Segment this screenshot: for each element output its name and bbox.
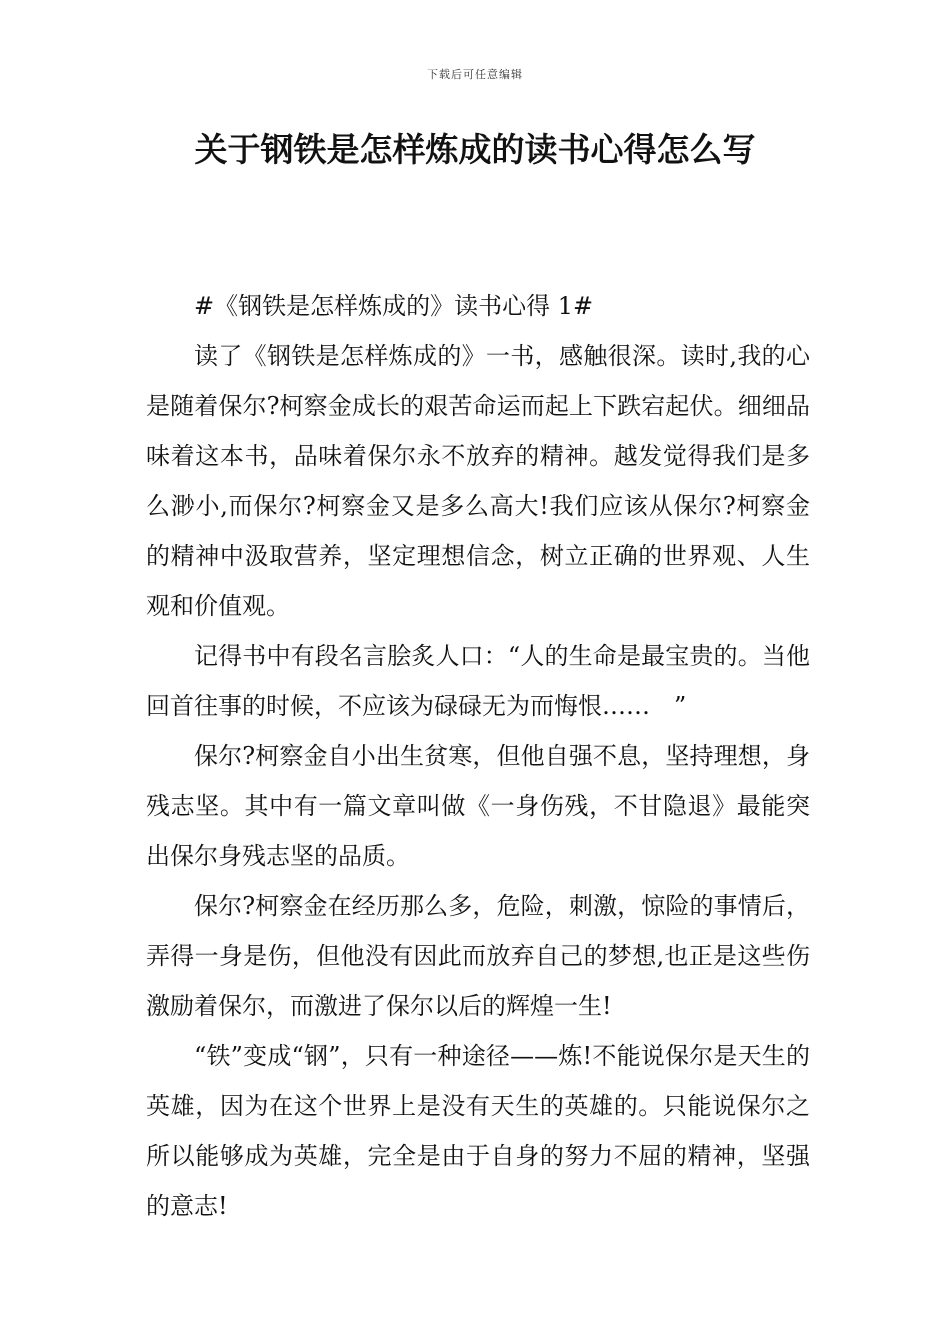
paragraph: “铁”变成“钢”，只有一种途径——炼!不能说保尔是天生的英雄，因为在这个世界上是没有天生的英雄的。只能说保尔之所以能够成为英雄，完全是由于自身的努力不屈的精神，坚强的意志! [146,1042,810,1220]
paragraph: 记得书中有段名言脍炙人口：“人的生命是最宝贵的。当他回首往事的时候，不应该为碌碌无为而悔恨…… ” [146,642,810,720]
document-body [146,281,810,1231]
document-title: 关于钢铁是怎样炼成的读书心得怎么写 [194,130,756,169]
header-note: 下载后可任意编辑 [427,68,523,81]
paragraph: 保尔?柯察金在经历那么多，危险，刺激，惊险的事情后，弄得一身是伤，但他没有因此而放弃自己的梦想,也正是这些伤激励着保尔，而激进了保尔以后的辉煌一生! [146,892,810,1020]
paragraph: 保尔?柯察金自小出生贫寒，但他自强不息，坚持理想，身残志坚。其中有一篇文章叫做《一身伤残，不甘隐退》最能突出保尔身残志坚的品质。 [146,742,810,870]
paragraph: 读了《钢铁是怎样炼成的》一书，感触很深。读时,我的心是随着保尔?柯察金成长的艰苦命运而起上下跌宕起伏。细细品味着这本书，品味着保尔永不放弃的精神。越发觉得我们是多么渺小,而保尔?柯察金又是多么高大!我们应该从保尔?柯察金的精神中汲取营养，坚定理想信念，树立正确的世界观、人生观和价值观。 [146,342,810,620]
section-heading: #《钢铁是怎样炼成的》读书心得 1# [194,292,594,320]
